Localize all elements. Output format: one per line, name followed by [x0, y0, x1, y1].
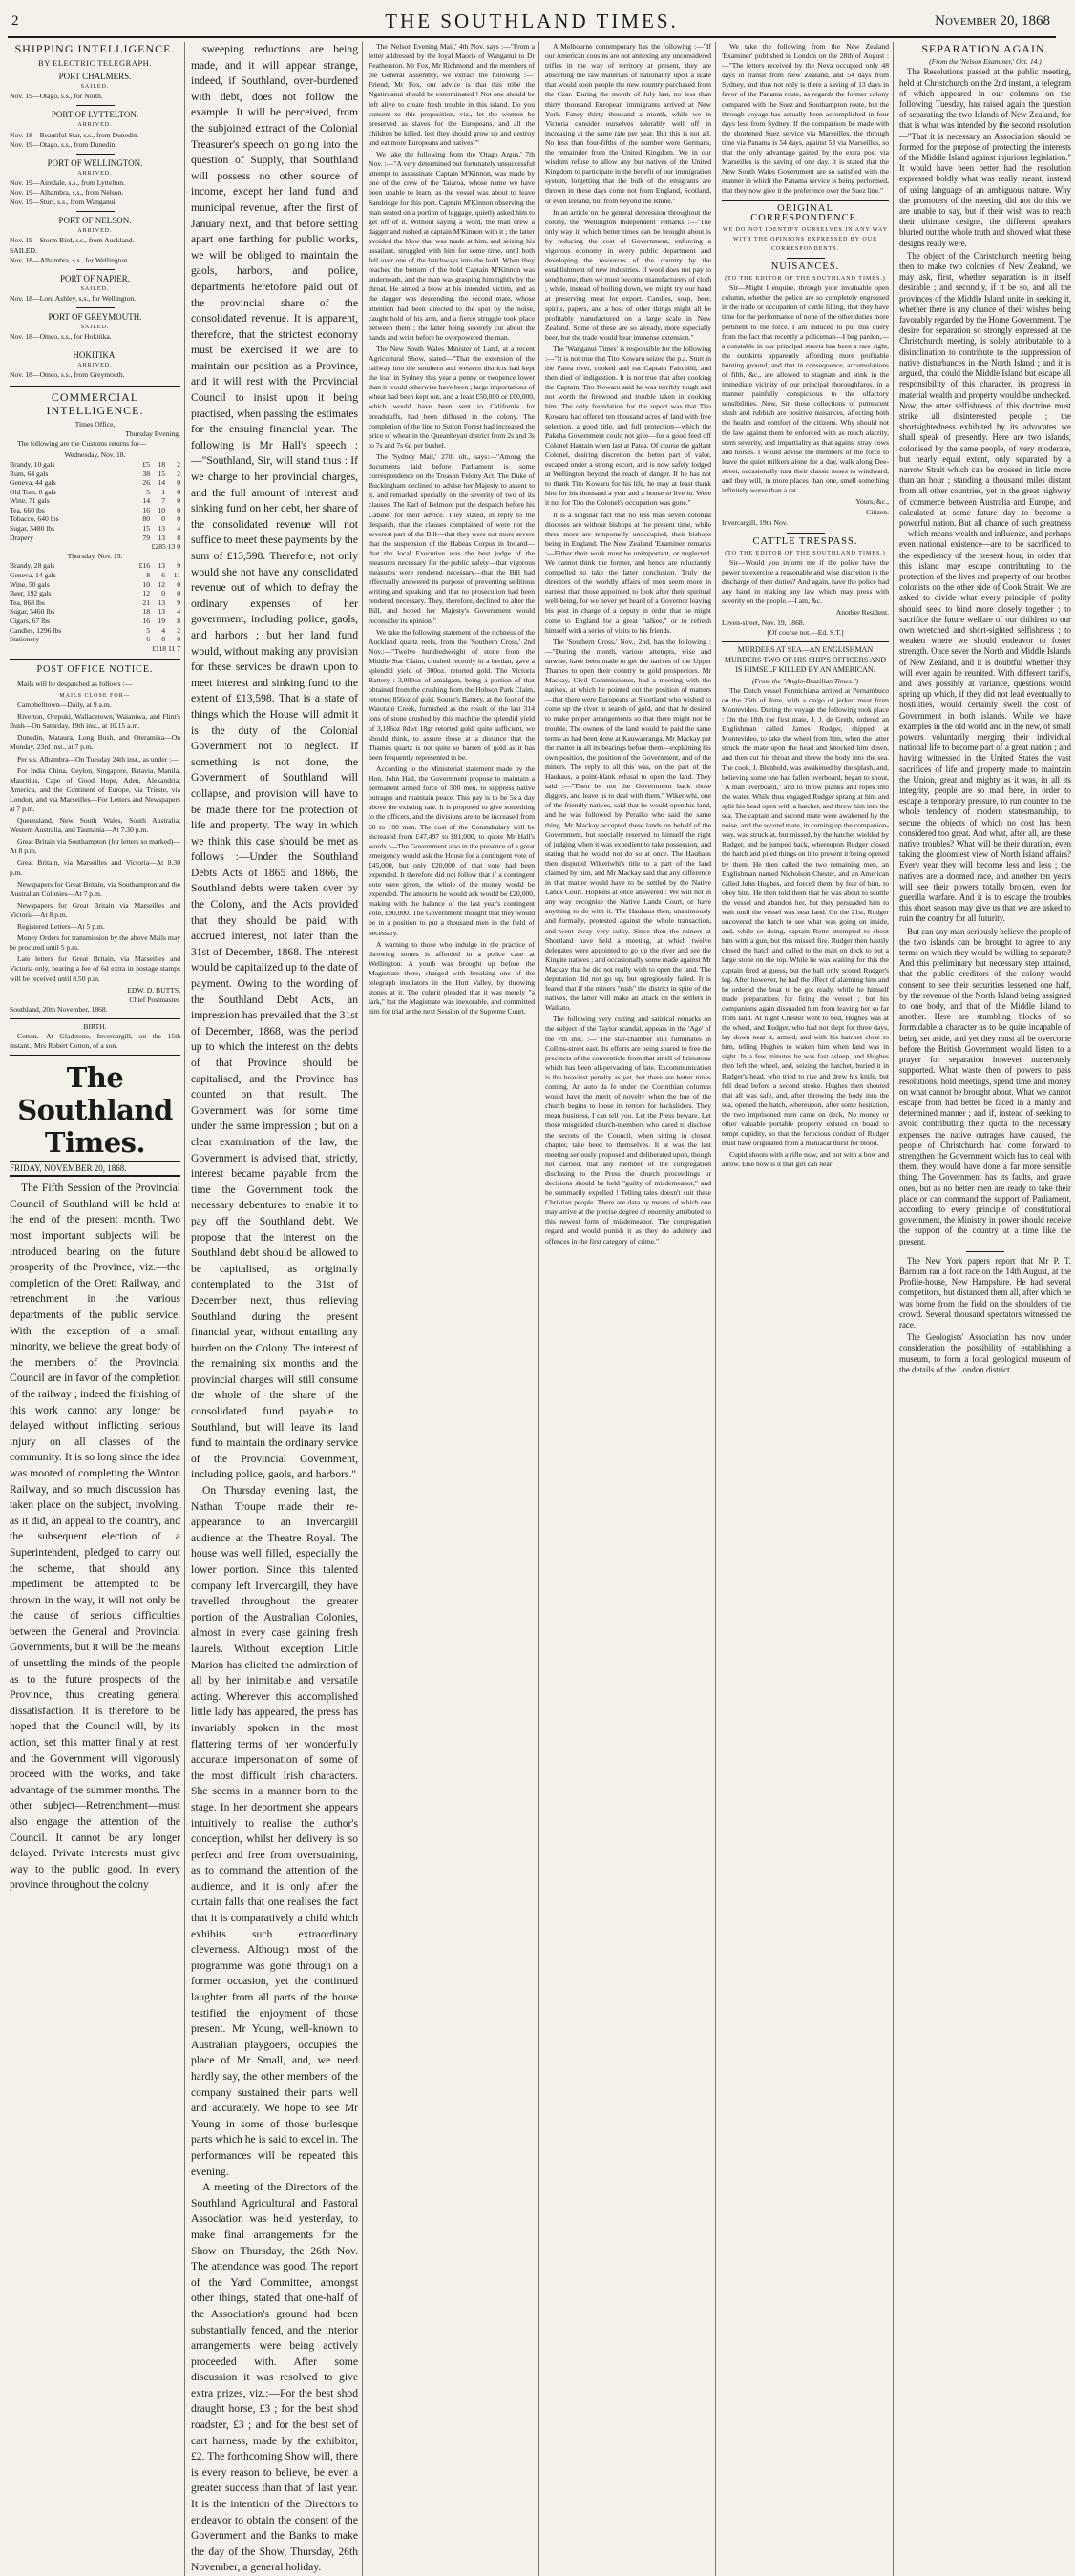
customs-amount: 13	[158, 561, 165, 571]
letter-nuisances-yours: Yours, &c.,	[855, 497, 889, 507]
port-name: PORT OF NAPIER.	[59, 273, 131, 283]
customs-amount: 13	[158, 607, 165, 617]
birth-title: BIRTH.	[83, 1021, 107, 1031]
port-heading: ARRIVED.	[77, 170, 113, 177]
article-paragraph: But can any man seriously believe the people of the two islands can be brought to agree to any terms on which they would be willing to separate? And this preliminary but necessary step attained, that the public creditors of the colony would consent to see their securities lessened one half, by the revenue of the North Island being assigned to one body, and that of the Middle Island to another. Here are stumbling blocks of so formidable a character as to be quite incapable of being set aside, and yet they must all be overcome before the British Government would listen to a prayer for separation however numerously supported. What waste then of powers to pass resolutions, hold meetings, spend time and money on what cannot be brought about. What we cannot escape from had better be faced in a manly and determined manner ; and if, instead of seeking to avoid contributing their quota to the necessary expenses the native outrages have caused, the people of Christchurch had come forward to strengthen the Government which has to deal with them, they would have done a far more sensible thing. The Government has its faults, and grave ones, but as no better men are ready to take their place or can command the support of Parliament, according to every principle of constitutional government, the Ministry in power should receive the support of the country at a time like the present.	[899, 926, 1071, 1246]
article-paragraph: The object of the Christchurch meeting being then to make two colonies of New Zealand, we may ask, first, whether separation is in itself desirable ; and secondly, if it be so, and all the provinces of the Middle Island unite in seeking it, whether there is any chance of their wishes being favorably regarded by the Home Government. The desire for separation so strongly expressed at the Christchurch meeting, is solely attributable to a disinclination to contribute to the suppression of native disturbances in the North Island ; and it is argued, that could the Middle Island but escape all responsibility of this character, its progress in material wealth and property would be unchecked. Now, the utter selfishness of this doctrine must strike all disinterested people ; the shortsightedness exhibited by its advocates we shall speak of presently. Here are two islands, colonised by the same people, of very moderate, but nearly equal extent, only separated by a narrow Strait which can be crossed in little more than an hour ; standing a thousand miles distant from all other countries, yet in the great highway of commerce between Australia and Europe, and calculated at some future day to become a powerful nation. But all chance of such greatness—which means wealth and influence, and perhaps even national existence—are to be sacrificed to the expediency of the present hour, in order that this island may escape contributing to the protection of the lives and property of our brother colonists on the other side of Cook Strait. We are asked to divide what every principle of polity should seek to bind more closely together ; to sacrifice the future welfare of our children to our own wretched and short-sighted selfishness ; to weaken where we should endeavor to foster strength. Once sever the North and Middle Islands of New Zealand, and it is doubtful whether they will ever again be reunited. With different tariffs, and laws possibly at variance, questions would spring up which, if they did not lead eventually to hostilities, would certainly swell the cost of Government in both islands. While we have examples in the old world and in the new, of small powers voluntarily merging their individual national life to become part of a great nation ; and having witnessed in the United States the vast sacrifices of life and property made to maintain the Union, great and mighty as it was, in all its integrity, people are so mad here, in order to escape a temporary pressure, to run counter to the whole tendency of modern statesmanship, to secure the objects of which no cost has been considered too great. And what, after all, are these native troubles? What will be their duration, even taking the gloomiest view of North Island affairs? Every year they will become less and less ; the natives are a doomed race, and another ten years will see their powers totally broken, even for guerilla warfare. And it is to escape the troubles this short season may give us that we are asked to ruin the country for all futurity.	[899, 250, 1071, 924]
port-line: Nov. 19—Storm Bird, s.s., from Auckland.	[10, 236, 135, 245]
post-signature-title: Chief Postmaster.	[129, 995, 180, 1004]
customs-amount: 19	[158, 617, 165, 625]
article-paragraph: The New South Wales Minister of Land, at a recent Agricultural Show, stated—"That the extension of the railway into the southern and western districts had kept the loaf in Sydney this year a penny or twopence lower than it would otherwise have been ; large importations of wheat had been kept out, and a least £50,000 or £60,000, which would have been sent to California for breadstuffs, had been diffused in the colony. The completion of the line to Sutton Forest had increased the price of wheat in the Queanbeyan district from 2s and 3s to 7s and 7s 6d per bushel.	[369, 344, 535, 450]
customs-table-1	[10, 460, 180, 542]
customs-amount: 0	[161, 514, 165, 524]
mail-route-article: We take the following from the New Zealand 'Examiner' published in London on the 28th of August :—"The letters received by the Neva occupied only 48 days in transit from New Zealand, and 54 days from Sydney, and thus not only is there a saving of 13 days in favor of the Panama route, as regards the former colony compared with the Suez and Southampton route, but the through voyage has actually been accomplished in four days less from Sydney. If the comparison be made with the shortened Suez service via Marseilles, the through time via Panama is 54 days, against 53 via Marseilles, so that the only advantage gained by the extra post via Marseilles is the saving of one day. It is stated that the New South Wales Government are so satisfied with the manner in which the Panama service is being performed, that they now give it the preference over the Suez line."	[722, 42, 889, 196]
post-line: Newspapers for Great Britain, via Southampton and the Australian Colonies—At 7 p.m.	[10, 879, 180, 898]
port-name: PORT OF NELSON.	[58, 216, 132, 226]
page-number: 2	[11, 13, 19, 29]
customs-amount: 2	[177, 469, 180, 478]
separation-source: (From the 'Nelson Examiner,' Oct. 14.)	[929, 57, 1042, 67]
customs-amount: 12	[142, 589, 150, 598]
customs-item: Wine, 71 gals	[10, 496, 50, 506]
post-line: Campbelltown—Daily, at 9 a.m.	[17, 701, 112, 710]
customs-amount: £5	[142, 459, 150, 469]
column-4	[543, 42, 716, 2576]
customs-row	[10, 470, 180, 479]
letter-nuisances-place: Invercargill, 19th Nov.	[722, 518, 788, 528]
customs-item: Candles, 1296 lbs	[10, 625, 62, 635]
letter-cattle-signature: Another Resident.	[835, 608, 889, 618]
customs-amount: 16	[142, 617, 150, 625]
customs-amount: 15	[158, 469, 165, 478]
post-line: Money Orders for transmission by the above Mails may be procured until 5 p.m.	[10, 933, 180, 953]
customs-item: Drapery	[10, 533, 33, 542]
customs-amount: 8	[177, 487, 180, 496]
customs-amount: 8	[177, 533, 180, 542]
shipping-title: SHIPPING INTELLIGENCE.	[14, 42, 176, 55]
customs-row	[10, 617, 180, 626]
customs-item: Tea, 660 lbs	[10, 505, 45, 514]
customs-row	[10, 580, 180, 590]
letter-nuisances-body: Sir—Might I enquire, through your invaluable open column, whether the police are so completely engrossed in the trade or occupation of cattle lifting, that they have time for the performance of none of the other duties more pertinent to the force. I am induced to put this query from the fact that recently a policeman—I beg pardon,—a constable in our principal streets has been a rare sight, the outskirts apparently affording more profitable hunting ground, and that in consequence, accumulations of filth, &c., are allowed to stagnate and stink in the immediate vicinity of our principal thoroughfares, in a manner painfully conspicuous to the olfactory sensibilities. Now, Sir, these collections of putrescent slush and rubbish are positive nuisances, affecting both the health and comfort of the citizens. Why should not the law against them be enforced with as much alacrity, stern severity, and impartiality as that against stray cows and horses. I would advise the members of the force to leave the quiet milkers alone for a day, walk along Dee-street, occasionally turn their classic noses to windward, and they will, in more places than one, smell something infinitely worse than a rat.	[722, 283, 890, 495]
letter-nuisances-title: NUISANCES.	[770, 261, 840, 272]
customs-amount: 21	[142, 597, 150, 607]
customs-amount: 2	[177, 625, 180, 635]
article-paragraph: A Melbourne contemporary has the following :—"If our American cousins are not annexing any unconsidered trifles in the way of territory at present, they are absorbing the raw materials of nationality upon a scale that would soon people the new country purchased from the Czar. During the month of July last, no less than thirty thousand European immigrants arrived at New York. Fancy thirty thousand a month, while we in Victoria consider ourselves tolerably well off in increasing at the same rate per year. But this is not all. No less than four-fifths of the number were Germans, the remainder from the United Kingdom. We in our wisdom refuse to allow any but natives of the United Kingdom to participate in the benefit of our immigration system, forgetting that the bulk of the emigrants are thrown in these days come not from England, Scotland, or even Ireland, but from beyond the Rhine."	[545, 42, 711, 205]
customs-amount: 9	[177, 597, 180, 607]
customs-amount: 15	[142, 524, 150, 534]
commercial-day: Thursday Evening.	[125, 429, 180, 438]
post-intro: Mails will be despatched as follows :—	[17, 679, 133, 688]
customs-amount: 0	[177, 579, 180, 589]
customs-amount: 4	[161, 625, 165, 635]
port-line: Nov. 19—Alhambra, s.s., from Nelson.	[10, 188, 124, 198]
customs-amount: 16	[142, 505, 150, 514]
customs-item: Beer, 192 gals	[10, 589, 52, 598]
port-line: Nov. 19—Otago, s.s., for North.	[10, 92, 103, 101]
customs-amount: 4	[177, 607, 180, 617]
port-heading: ARRIVED.	[77, 228, 113, 235]
port-line: Nov. 19—Otago, s.s., from Dunedin.	[10, 139, 117, 149]
customs-item: Stationery	[10, 635, 40, 644]
port-line: Nov. 19—Airedale, s.s., from Lyttelton.	[10, 178, 125, 187]
post-lines	[10, 701, 180, 984]
customs-amount: 80	[142, 514, 150, 524]
column-6	[897, 42, 1075, 2576]
separation-article	[899, 67, 1071, 1375]
column-1	[8, 42, 185, 2576]
editorial	[10, 1181, 180, 1894]
post-line: Per s.s. Alhambra—On Tuesday 24th inst., as under :—	[17, 754, 179, 764]
customs-amount: 79	[142, 533, 150, 542]
customs-amount: 0	[177, 505, 180, 514]
customs-amount: 10	[142, 579, 150, 589]
article-paragraph: The following very cutting and satirical remarks on the subject of the Taylor scandal, appears in the 'Age' of the 7th inst. :—"The star-chamber still fulminates in Collins-street east. Its efforts are being spared to free the precincts of the conventicle from that smell of brimstone which has been all-pervading of late. Excommunication is the heaviest penalty as yet, but there are better times coming. An auto da fe under the Corinthian columns would have the merit of novelty when the hue of the church begins to loose its terrors for backsliders. They mean business, I can tell you. Let the Press beware. Let those misguided church-members who dared to disclose the secrets of the Council, when sitting in closest chapter, take heed to themselves. It at was the last meeting seriously proposed and deliberated upon, though not carried, that any member of the congregation disclosing to the Press the church proceedings or decisions should be held "guilty of misdemeanor," and be summarily expelled ! Telling tales doesn't suit these Christian people. There are data by means of which one may arrive at the precise degree of enormity attributed to this newest form of misdemeanor. The congregation regard and would punish it as they do adultery and offences in the first category of crime."	[545, 1015, 711, 1246]
customs-amount: 9	[177, 561, 180, 571]
post-signature: EDW. D. BUTTS,	[127, 985, 180, 995]
masthead	[8, 8, 1056, 38]
post-signature-date: Southland, 20th November, 1868.	[10, 1004, 108, 1014]
issue-date: FRIDAY, NOVEMBER 20, 1868.	[10, 1161, 180, 1177]
customs-item: Tobacco, 640 lbs	[10, 514, 59, 524]
article-paragraph: According to the Ministerial statement made by the Hon. John Hall, the Government propose to maintain a permanent armed force of 500 men, to suppress native outrages and maintain peace. This pay is to be 5s a day above the existing rate. It is proposed to give something to the officers, and the divisions are to be increased from 60 to 100 men. The cost of the Constabulary will be increased from £47,497 to £81,000, to quote Mr Hall's words :—The Government also in the presence of a great emergency would ask the House for a contingent vote of £45,000, but only £20,000 of that vote had been expended. It therefore did not follow that if a contingent vote were given, the whole of the money would be expended. The amounts he would ask would be £20,000, making with the balance of the last year's contingent vote, £90,000. The Government thought that they would be in a position to put a thousand men in the field of necessary.	[369, 764, 535, 937]
column-2	[189, 42, 363, 2576]
customs-amount: 0	[177, 496, 180, 506]
customs-amount: 4	[177, 524, 180, 534]
port-line: Nov. 18—Lord Ashley, s.s., for Wellington.	[10, 293, 137, 303]
customs-amount: 14	[142, 496, 150, 506]
customs-amount: 2	[177, 459, 180, 469]
article-paragraph: The 'Nelson Evening Mail,' 4th Nov. says :—"From a letter addressed by the loyal Maoris of Wanganui to Dr Featherston. Mr Fox, Mr Richmond, and the members of the General Assembly, we extract the following :—' Friend, Mr Fox, our advice is that this tribe the Ngatiruanui should be exterminated ! Not one should be left alive to create fresh trouble in this island. Do you consent to this proposition, viz., let the women be preserved as slaves for the Europeans, and all the children be killed, lest they should grow up and destroy and eat more Europeans and natives.'"	[369, 42, 535, 147]
article-paragraph: The 'Wanganui Times' is responsible for the following :—"It is not true that Tito Kowaru seized the p.a. Sturt in the Patea river, cooked and eat Captain Fairchild, and then died of indigestion. It is not true that after cooking the Captain, Tito Kowaru said he was terribly tough and not worth the firewood and trouble taken in cooking him. The only foundation for the report was that Tito Kowaru had offered ten thousand acres of land with free selection, a good title, and full protection—which the Pakeha Government could not give—for a good feed off Colonel Hautain when last at Patea. Of course the gallant Colonel, desiring discretion the better part of valor, escaped under a strong escort, and is now safely lodged at Wellington beyond the reach of danger. If he has not to thank Tito Kowaru for his life, he may at least thank him for his thousand a year and a house to live in. Were it not for Tito the Colonel's occupation was gone."	[545, 344, 711, 508]
customs-amount: 11	[173, 571, 180, 580]
post-line: Newspapers for Great Britain via Marseilles and Victoria—At 8 p.m.	[10, 900, 180, 919]
shipping-subtitle: BY ELECTRIC TELEGRAPH.	[38, 58, 152, 68]
correspondence-title: ORIGINAL CORRESPONDENCE.	[750, 202, 860, 223]
post-line: Queensland, New South Wales, South Australia, Western Australia, and Tasmania—At 7.30 p.m.	[10, 816, 180, 835]
customs-amount: 38	[142, 469, 150, 478]
customs-row	[10, 598, 180, 608]
customs-amount: 14	[158, 478, 165, 488]
customs-amount: 0	[177, 514, 180, 524]
post-line: Registered Letters—At 5 p.m.	[17, 922, 105, 932]
article-paragraph: We take the following statement of the richness of the Auckland quartz reefs, from the 'Southern Cross,' 2nd Nov.:—"Twelve hundredweight of stone from the Middle Star Claim, crushed recently in a berdan, gave a splendid yield of 300oz. retorted gold. The Victoria Battery : 3,000oz of amalgam, being a portion of that obtained from the crushing from the Hobson Park Claim, retorted 856oz of gold. Souter's Battery, at the foot of the Waiotahi Creek, furnished as the result of the last 314 tons of stone crushed by this machine the splendid yield of 3,186oz 8dwt 18gr retorted gold, quite sufficient, we should think, to assure those at a distance that the Thames quartz is not quite so barren of gold as it has been frequently represented to be.	[369, 627, 535, 762]
letter-cattle-body: Sir—Would you inform me if the police have the power to exercise a reasonable and wise discretion in the discharge of their duties? And again, have the police had any hand in making any law which may press with severity on the people.—I am, &c.	[722, 557, 889, 606]
column-5	[720, 42, 894, 2576]
port-line: Nov. 18—Alhambra, s.s., for Wellington.	[10, 255, 130, 264]
post-office-title: POST OFFICE NOTICE.	[36, 663, 154, 675]
customs-amount: 5	[146, 487, 150, 496]
customs-item: Tea, 868 lbs	[10, 597, 45, 607]
customs-amount: 0	[161, 589, 165, 598]
commercial-date-2: Thursday, Nov. 19.	[67, 552, 123, 561]
customs-row	[10, 478, 180, 488]
customs-amount: 8	[161, 635, 165, 644]
post-line: For India China, Ceylon, Singapore, Batavia, Manila, Mauritius, Cape of Good Hope, Aden, Alexandria, America, and the Continent of Europe, via Trieste, via London, and via Marseilles—For Letters and Newspapers at 7 p.m.	[10, 765, 180, 813]
customs-amount: 13	[158, 533, 165, 542]
letter-cattle-to: (TO THE EDITOR OF THE SOUTHLAND TIMES.)	[725, 550, 886, 556]
customs-row	[10, 524, 180, 534]
post-line: Late letters for Great Britain, via Marseilles and Victoria only, bearing a fee of 6d extra in postage stamps will be received until 8.50 p.m.	[10, 954, 180, 983]
murder-article-title: MURDERS AT SEA—AN ENGLISHMAN MURDERS TWO OF HIS SHIP'S OFFICERS AND IS HIMSELF KILLED BY AN AMERICAN.	[724, 645, 887, 674]
port-heading: SAILED.	[80, 325, 110, 331]
port-line: Nov. 18—Omeo, s.s., for Hokitika.	[10, 332, 112, 342]
article-paragraph: The 'Southern Cross,' Nov., 2nd, has the following :—"During the month, various attempts, wise and unwise, have been made to get the natives of the Upper Thames to open their country to gold prospectors. Mr Mackay, Civil Commissioner, had a meeting with the natives, at which he pointed out the position of matters—that there were Europeans at Shortland who wished to come up the river in search of gold, and that he desired to make proper arrangements so that there might not be trouble. The owners of the land would be paid the same terms as had been done at Kauwaeranga. Mr Mackay put the matter in all its bearings before them—explaining his own position, the position of the Government, and of the miners. The reply to all this was, on the part of the Hauhaus, a point-blank refusal to open the land. They said :—"Then let not the Government back those diggers, and leave us to deal with them." Wikeriwhi, one of the friendly natives, said that he would open his land, and he was followed by Peraiko who said the same thing. Mr Mackay accepted these lands on behalf of the Government, but specially reserved to himself the right of judging when it was expedient to take possession, and stating that he would not do so at once. The Hauhaus then disputed Wikeriwhi's title to a part of the land claimed by him, and Mr Mackay said that any difference in that matter would have to be settled by the Native Lands Court. Hopkins at once answered : We will not in any way recognise the Native Lands Court, or have anything to do with it. The Hauhaus then, unanimously and formally, protested against the whole transaction, and went away very sulky. Since then the miners at Shortland have held a meeting, at which twelve delegates were appointed to go up the river and see the Kingite natives ; and occasionally some made against Mr Mackay that he did not really wish to open the land. The deputation did not go up, but egregiously failed. It is feared that if the miners "rush" the district in spite of the natives, the latter will make an attack on the settlers in Waikato.	[545, 637, 711, 1013]
newspaper-masthead-title: THE SOUTHLAND TIMES.	[385, 10, 679, 32]
port-heading: ARRIVED.	[77, 363, 113, 369]
customs-row	[10, 607, 180, 617]
separation-title: SEPARATION AGAIN.	[921, 42, 1049, 55]
customs-table-2	[10, 561, 180, 643]
port-line: Nov. 18—Omeo, s.s., from Greymouth.	[10, 370, 125, 380]
customs-item: Geneva, 14 gals	[10, 571, 56, 580]
ports-list	[10, 72, 180, 380]
port-line: SAILED.	[10, 245, 37, 255]
customs-item: Brandy, 10 gals	[10, 459, 55, 469]
customs-row	[10, 571, 180, 580]
article-paragraph: In an article on the general depression throughout the colony, the 'Wellington Independent' remarks :—"The only way in which better times can be brought about is by reducing the cost of Government, enforcing a vigorous economy in every public department and developing the resources of the country by the establishment of new industries. If wool does not pay to send home, then we must become manufacturers of cloth ; while, instead of boiling down, we might try our hand at preserving meat for export. Candles, soap, beer, spirits, papers, and a host of other things might all be profitably manufactured on a large scale in New Zealand. Some of these are so already, more especially beer, but the trade would bear immense extension."	[545, 207, 711, 342]
port-name: HOKITIKA.	[73, 350, 117, 361]
customs-item: Cigars, 67 lbs	[10, 617, 50, 625]
customs-amount: 12	[158, 579, 165, 589]
customs-amount: 7	[161, 496, 165, 506]
port-name: PORT OF GREYMOUTH.	[48, 311, 142, 322]
article-paragraph: A warning to those who indulge in the practice of throwing stones is afforded in a police case at Wellington. A youth was brought up before the Magistrate there, charged with breaking one of the telegraph insulators in the Hutt Valley, by throwing stones at it. The culprit pleaded that it was merely "a lark," but the Magistrate was inexorable, and committed him for trial at the next Session of the Supreme Court.	[369, 939, 535, 1016]
port-line: Nov. 19—Sturt, s.s., from Wanganui.	[10, 198, 117, 207]
customs-amount: 8	[177, 617, 180, 625]
customs-item: Brandy, 28 gals	[10, 561, 55, 571]
commercial-intro: The following are the Customs returns for—	[17, 438, 147, 448]
editor-note: [Of course not.—Ed. S.T.]	[767, 628, 844, 638]
post-line: Dunedin, Mataura, Long Bush, and Oteramika—On Monday, 23rd inst., at 7 p.m.	[10, 733, 180, 752]
commercial-office: Times Office,	[74, 419, 116, 429]
customs-amount: 18	[142, 607, 150, 617]
article-paragraph: It is a singular fact that no less than seven colonial dioceses are without bishops at the present time, while three more are temporarily unoccupied, their bishops being in England. The New Zealand 'Examiner' remarks :—Either their work must be unimportant, or neglected. We cannot think the former, and hence are reluctantly compelled to take the latter conclusion. Truly the directors of the worldly affairs of men seem more in earnest than those appointed to look after their spiritual well-being, for we never yet heard of a Governor leaving his post in charge of a deputy in order that he might come to England for a great "talkee," or to refresh himself with a series of visits to his friends.	[545, 510, 711, 635]
customs-amount: 1	[161, 487, 165, 496]
customs-amount: 18	[158, 459, 165, 469]
customs-row	[10, 635, 180, 644]
cupid-item: Cupid shoots with a rifle now, and not with a bow and arrow. Else how is it that girl can hear	[722, 1150, 889, 1169]
customs-amount: £16	[138, 561, 150, 571]
port-line: Nov. 18—Beautiful Star, s.s., from Dunedin.	[10, 130, 139, 139]
masthead-date: November 20, 1868	[935, 13, 1050, 29]
article-paragraph: A meeting of the Directors of the Southland Agricultural and Pastoral Association was held yesterday, to make final arrangements for the Show on Thursday, the 26th Nov. The attendance was good. The report of the Yard Committee, amongst other things, stated that one-half of the Association's ground had been substantially fenced, and the interior arrangements were being actively proceeded with. After some discussion it was resolved to give extra prizes, viz.:—For the best shod draught horse, £3 ; for the best shod roadster, £3 ; and for the best set of cart harness, made by the exhibitor, £2. The forthcoming Show will, there is every reason to believe, be even a greater success than that of last year. It is the intention of the Directors to endeavor to obtain the consent of the Government and the Banks to make the day of the Show, Thursday, 26th November, a general holiday.	[191, 2181, 358, 2574]
article-paragraph: We take the following from the 'Otago Argus,' 7th Nov. :—"A very determined but fortunately unsuccessful attempt to assassinate Captain M'Kinnon, was made by one of the crew of the Taiaroa, whose name we have been unable to learn, as the vessel was about to leave Sandridge for this port. Captain M'Kinnon observing the man seated on a portion of luggage, quietly asked him to get off of it. Without saying a word, the man drew a dagger and rushed at captain M'Kinnon with it ; the latter avoided the blow that was made at him, and seizing his assailant, struggled with him for some time, until both fell over one of the hatchways into the hold. When they reached the bottom of the hold Captain M'Kinnon was underneath, and the man was grasping him tightly by the throat. He aimed a blow at his intended victim, and as the dagger was descending, the second mate, whose attention had been directed to the spot by the noise, caught hold of his arm, and a fierce struggle took place between them ; the latter being severely cut about the hands and wrist before he overpowered the man.	[369, 150, 535, 342]
article-paragraph: On Thursday evening last, the Nathan Troupe made their re-appearance to an Invercargill audience at the Theatre Royal. The house was well filled, especially the lower portion. Since this talented company left Invercargill, they have travelled throughout the greater portion of the Australian Colonies, almost in every case gaining fresh laurels. Without exception Little Marion has elicited the admiration of all by her inimitable and versatile acting. Wherever this accomplished little lady has appeared, the press has invariably spoken in the most flattering terms of her wonderfully accurate impersonation of some of the most difficult Irish characters. She seems in a manner born to the stage. In her deportment she appears intuitively to realise the author's conception, whilst her delivery is so perfect and free from overstraining, as to command the attention of the audience, and it is only after the curtain falls that one realises the fact that it is comparatively a child which exhibits such extraordinary cleverness. Although most of the programme was gone through on a former occasion, yet the continued laughter from all parts of the house testified the enjoyment of those present. Mr Young, well-known to Australian playgoers, occupies the place of Mr Small, and, we need hardly say, the other members of the company sustained their parts well and accurately. We hope to see Mr Young in some of those burlesque parts which he is said to excel in. The performances will be repeated this evening.	[191, 1484, 358, 2178]
post-line: Great Britain, via Marseilles and Victoria—At 8.30 p.m.	[10, 858, 180, 877]
article-paragraph: sweeping reductions are being made, and it will appear strange, indeed, if Southland, over-burdened with debt, does not follow the example. It will be perceived, from the subjoined extract of the Colonial Treasurer's speech on going into the question of Supply, that Southland will possess no other source of income, except her land fund and municipal revenue, after the first of January next, and that before setting apart one farthing for public works, we will be obliged to maintain the gaols, harbors, and police, departments heretofore paid out of the provincial share of the consolidated revenue. It is apparent, therefore, that the strictest economy must be exercised if we are to maintain our position as a Province, and it will rest with the Provincial Council to insist upon it being practised, when passing the estimates for the ensuing financial year. The following is Mr Hall's speech :—"Southland, Sir, will stand thus : If we charge to her provincial charges, and the full amount of interest and sinking fund on her debt, her share of the consolidated revenue will not suffice to meet these payments by the sum of £13,598. Therefore, not only would she not have any consolidated revenue out of which to defray the ordinary expenses of her government, including police, gaols, and harbors ; but her land fund would, without making any provision for these services be drawn upon to meet interest and sinking fund to the extent of £13,598. That is a state of things which the House will admit it is the duty of the Colonial Government not to neglect. If something is not done, the Government of Southland will collapse, and provision will have to be made there for the protection of life and property. The way in which we think this case should be met as follows :—Under the Southland Debts Acts of 1865 and 1866, the Southland debts were taken over by the Colony, and the Acts provided that they should be paid, with accrued interest, not later than the 31st of December, 1868. The interest would be capitalized up to the date of payment. Owing to the wording of the Southland Debt Acts, an impression has prevailed that the 31st of December, 1868, was the period up to which the interest on the debts of that Province should be capitalised, and the Province has counted on that result. The Government was for some time under the same impression ; but on a clear examination of the law, the Government is advised that, strictly, interest became payable from the time the Government took the necessary debentures to enable it to pay off the Southland debt. We propose that the interest on the Southland debt should be allowed to be capitalised, as originally contemplated to the 31st of December next, thus relieving Southland during the present financial year, without entailing any burden on the Colony. The interest of the remaining six months and the provincial charges will still consume the whole of the share of the consolidated fund payable to Southland, but will leave its land fund to maintain the ordinary service of the Provincial Government, including police, gaols, and harbors."	[191, 43, 358, 1481]
newspaper-nameplate: The Southland Times.	[17, 1061, 173, 1160]
port-heading: SAILED.	[80, 285, 110, 292]
editorial-paragraph: The Fifth Session of the Provincial Council of Southland will be held at the end of the present month. Two most important subjects will be introduced bearing on the future prosperity of the Province, viz.—the completion of the Oreti Railway, and retrenchment in the various departments of the public service. With the exception of a small minority, we believe the great body of the members of the Provincial Council are in favor of the completion of the railway ; indeed the finishing of this work cannot any longer be delayed without inflicting serious injury on all classes of the community. It is so long since the idea was mooted of completing the Winton Railway, and so much discussion has taken place on the subject, involving, as it did, an appeal to the country, and the subsequent election of a Superintendent, pledged to carry out the scheme, that should any impediment be attempted to be thrown in the way, it will not only be the cause of serious difficulties between the General and Provincial Governments, but it will be the means of unsettling the minds of the people as to the future prospects of the Province, thus creating general dissatisfaction. It is therefore to be hoped that the Council will, by its action, set this matter finally at rest, and the Government will vigorously proceed with the works, and take advantage of the summer months. The other subject—Retrenchment—must also engage the attention of the Council. It cannot be any longer delayed. Private interests must give way to the public good. In every province throughout the colony	[10, 1182, 180, 1892]
customs-row	[10, 496, 180, 506]
commercial-title: COMMERCIAL INTELLIGENCE.	[46, 389, 144, 417]
customs-row	[10, 514, 180, 524]
customs-amount: 5	[146, 625, 150, 635]
post-sub: MAILS CLOSE FOR—	[59, 692, 131, 699]
customs-amount: 26	[142, 478, 150, 488]
letter-cattle-title: CATTLE TRESPASS.	[752, 535, 858, 547]
letter-nuisances-to: (TO THE EDITOR OF THE SOUTHLAND TIMES.)	[725, 276, 886, 283]
customs-item: Rum, 64 gals	[10, 469, 49, 478]
customs-row	[10, 589, 180, 598]
customs-amount: 8	[146, 571, 150, 580]
customs-item: Old Tom, 8 gals	[10, 487, 56, 496]
port-name: PORT CHALMERS.	[58, 72, 132, 82]
customs-row	[10, 626, 180, 636]
customs-item: Sugar, 5480 lbs	[10, 524, 55, 534]
customs-row	[10, 534, 180, 543]
port-heading: ARRIVED.	[77, 122, 113, 129]
customs-total-2: £118 11 7	[152, 643, 180, 653]
columns	[8, 42, 1071, 2574]
birth-notice: Cotton.—At Gladstone, Invercargill, on the 15th instant., Mrs Robert Cotton, of a son.	[10, 1031, 180, 1051]
customs-amount: 13	[158, 524, 165, 534]
post-line: Great Britain via Southampton (for letters so marked)—At 8 p.m.	[10, 837, 180, 856]
post-line: Riverton, Orepuki, Wallacetown, Waianiwa, and Flint's Bush—On Saturday, 19th inst., at 10.15 a.m.	[10, 712, 180, 731]
port-name: PORT OF LYTTELTON.	[51, 110, 139, 120]
column-3	[367, 42, 539, 2576]
port-heading: SAILED.	[80, 84, 110, 91]
customs-amount: 10	[158, 505, 165, 514]
customs-row	[10, 506, 180, 515]
customs-amount: 13	[158, 597, 165, 607]
customs-amount: 0	[177, 589, 180, 598]
correspondence-disclaimer: WE DO NOT IDENTIFY OURSELVES IN ANY WAY WITH THE OPINIONS EXPRESSED BY OUR CORRESPONDENTS.	[722, 226, 889, 252]
commercial-date-1: Wednesday, Nov. 18.	[64, 450, 126, 459]
customs-item: Wine, 50 gals	[10, 579, 50, 589]
article-paragraph: The 'Sydney Mail,' 27th ult., says:—"Among the documents laid before Parliament is some correspondence on the Treason Felony Act. The Duke of Buckingham declined to advise her Majesty to assent to it, and remarked specially on the severity of two of its clauses. The Earl of Belmore put the despatch before his Cabinet for their advice. They stated, in reply to the despatch, that the clauses complained of were not the severest part of the Bill—that they were not more severe that the suspension of the Habeas Corpus in Ireland—that the local Executive was the best judge of the measures necessary for the public safety—that vigorous measures were rendered necessary—that the Bill had effectually answered its purpose of preventing seditious writing and speaking, and that no prosecution had been rendered necessary. They, therefore, declined to alter the Bill, and hoped her Majesty's Government would reconsider its opinion."	[369, 451, 535, 625]
customs-amount: 0	[177, 478, 180, 488]
letter-cattle-place: Leven-street, Nov. 19, 1868.	[722, 618, 805, 628]
customs-row	[10, 460, 180, 470]
letter-nuisances-signature: Citizen.	[866, 508, 889, 517]
article-paragraph: The Resolutions passed at the public meeting, held at Christchurch on the 2nd instant, a telegram of which appeared in our columns on the following Tuesday, has raised again the question of separating the two Islands of New Zealand, for that is what was intended by the second resolution—"That it is necessary an Association should be formed for the purpose of protecting the interests of the Middle Island against injurious legislation." It would have been better had the resolution expressed boldly what was really meant, instead of using language of an ambiguous nature. Why the promoters of the meeting did not do this we are unable to say, but if their wish was to reach their ultimate designs, the different speakers blurted out the whole truth and showed what these designs really were.	[899, 67, 1071, 248]
customs-item: Geneva, 44 gals	[10, 478, 56, 488]
customs-item: Sugar, 5460 lbs	[10, 607, 55, 617]
customs-total-1: £285 13 0	[151, 542, 180, 552]
customs-amount: 6	[161, 571, 165, 580]
murder-article-body: The Dutch vessel Fennichiana arrived at Pernambuco on the 25th of June, with a cargo of jerked meat from Montevideo. During the voyage the following took place : On the 18th the first mate, J. J. de Greth, ordered an Englishman called James Rudger, shipped at Montevideo, to take the wheel from him, when the latter struck the mate upon the head and knocked him down, and then cut his throat and threw the body into the sea. The cook, J. Blenhold, was awakened by the splash, and, believing some one had fallen overboard, began to shout, "A man overboard," and to throw planks and ropes into the water. While thus engaged Rudger sprang at him and split his head open with a hatchet, and threw him into the sea. The captain and second mate were awakened by the noise, and the second mate, in coming up the companion-way, was struck at, but missed, by the hatchet wielded by Rudger, and he jumped back, whereupon Rudger closed the hatch and piled things on it to prevent it being opened by them. He then called the two remaining men, an Englishman named Nicholson Chester, and an American called John Hughes, and forced them, by fear of him, to obey him. He then told them that he was about to scuttle the vessel and abandon her, but they persuaded him to wait until the vessel was near land. On the 21st, Rudger uncovered the hatch to see what was going on inside, and, while so doing, captain Rotte attempted to shoot him with a gun, but this missed fire. Rudger then hastily closed the hatch and called to the man on deck to put a large stone on the top. While he was waiting for this the captain fired at guess, but the ball only scored Rudger's leg. After however, he had the effect of alarming him and he ordered the boat to be got ready, while he himself made preparations for firing the vessel ; but his companions again dissuaded him from leaving her so far from land. At night Chester went to bed, Hughes was at the wheel, and Rudger, who had not slept for three days, lay down near it, armed, and with his hatchet close to him, telling Hughes to waken him when land was in sight. In a few minutes he was fast asleep, and Hughes then left the wheel, and, seizing the hatchet, buried it in Rudger's head, who tried to rise and drew his knife, but fell dead before a second stroke. Hughes then shouted that all was safe, and, after throwing the body into the sea, opened the hatch, whereupon, after some hesitation, the two imprisoned men came on deck, No money or other valuable portable property existed on board to tempt cupidity, so that the ferocious conduct of Rudger must have originated from a maniacal thirst for blood.	[722, 685, 889, 1148]
customs-amount: 0	[177, 635, 180, 644]
port-name: PORT OF WELLINGTON.	[47, 157, 143, 168]
murder-article-source: (From the "Anglo-Brazilian Times.")	[751, 676, 859, 685]
customs-amount: 6	[146, 635, 150, 644]
customs-row	[10, 561, 180, 571]
article-paragraph: The Geologists' Association has now under consideration the possibility of establishing a museum, to form a local geological museum of the details of the London district.	[899, 1332, 1071, 1374]
customs-row	[10, 488, 180, 497]
article-paragraph: The New York papers report that Mr P. T. Barnum ran a foot race on the 14th August, at the Profile-house, New Hampshire. He had several competitors, but distanced them all, after which he was borne from the field on the shoulders of the crowd. Several thousand spectators witnessed the race.	[899, 1255, 1071, 1330]
